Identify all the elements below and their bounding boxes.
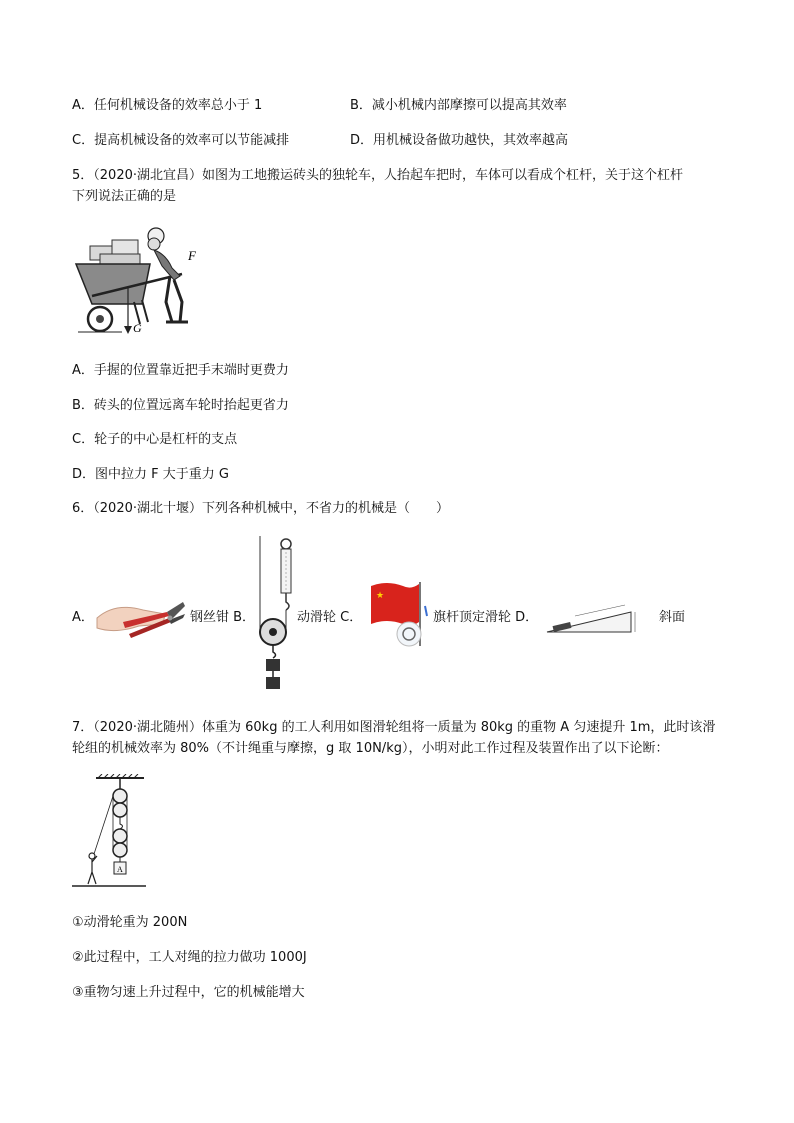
pliers-figure: [95, 588, 187, 646]
flag-pulley-figure: [367, 576, 431, 656]
worker-figure: [88, 856, 97, 884]
barrow-leg: [142, 300, 148, 322]
q5-option-c: C．轮子的中心是杠杆的支点: [72, 432, 238, 447]
pull-rope: [94, 796, 113, 854]
pulley-inset: [397, 622, 421, 646]
q6-label-c: 旗杆顶定滑轮 D．: [433, 610, 539, 625]
q6-label-b: 动滑轮 C．: [297, 610, 363, 625]
q4-option-b: B．减小机械内部摩擦可以提高其效率: [350, 98, 567, 113]
q5-stem-line2: 下列说法正确的是: [72, 189, 177, 204]
spring-scale: [281, 549, 291, 593]
q7-stem-line1: 7．（2020·湖北随州）体重为 60kg 的工人利用如图滑轮组将一质量为 80kg 的重物 A 匀速提升 1m，此时该滑: [72, 720, 716, 735]
q6-stem: 6．（2020·湖北十堰）下列各种机械中，不省力的机械是（ ）: [72, 501, 449, 516]
q5-option-b: B．砖头的位置远离车轮时抬起更省力: [72, 398, 289, 413]
wheelbarrow-figure: [70, 224, 205, 340]
worker-body: [154, 250, 180, 280]
q5-stem-line1: 5．（2020·湖北宜昌）如图为工地搬运砖头的独轮车，人抬起车把时，车体可以看成个杠杆，关于这个杠杆: [72, 168, 683, 183]
pulley-hook: [273, 645, 276, 658]
q7-statement-3: ③重物匀速上升过程中，它的机械能增大: [72, 985, 305, 1000]
movable-pulley-figure: [256, 536, 296, 694]
pulley-axle: [269, 628, 277, 636]
worker-head: [148, 238, 160, 250]
label-g: G: [133, 321, 142, 335]
link: [120, 817, 123, 829]
q4-option-a: A．任何机械设备的效率总小于 1: [72, 98, 263, 113]
fixed-pulley: [113, 789, 127, 803]
arrow: [425, 606, 427, 616]
label-a: A: [117, 865, 123, 874]
q4-option-c: C．提高机械设备的效率可以节能减排: [72, 133, 290, 148]
pliers-pivot: [168, 616, 173, 621]
q7-statement-2: ②此过程中，工人对绳的拉力做功 1000J: [72, 950, 307, 965]
weight: [266, 659, 280, 671]
q7-statement-1: ①动滑轮重为 200N: [72, 915, 188, 930]
pulley-system-figure: [70, 774, 150, 892]
incline-figure: [545, 602, 645, 636]
weight: [266, 677, 280, 689]
q5-option-a: A．手握的位置靠近把手末端时更费力: [72, 363, 289, 378]
q6-prefix-a: A．: [72, 610, 94, 625]
q4-option-d: D．用机械设备做功越快，其效率越高: [350, 133, 569, 148]
worker-legs: [166, 276, 182, 322]
scale-ring: [281, 539, 291, 549]
movable-pulley: [113, 843, 127, 857]
movable-pulley: [113, 829, 127, 843]
q7-stem-line2: 轮组的机械效率为 80%（不计绳重与摩擦，g 取 10N/kg），小明对此工作过程及装置作出了以下论断：: [72, 741, 669, 756]
q5-option-d: D．图中拉力 F 大于重力 G: [72, 467, 229, 482]
wheel-axle: [96, 315, 104, 323]
gravity-arrow-head: [124, 326, 132, 334]
flag-star-icon: ★: [376, 590, 385, 600]
worker-head: [89, 853, 95, 859]
scale-hook: [286, 593, 289, 610]
q6-label-d: 斜面: [659, 610, 686, 625]
q6-label-a: 钢丝钳 B．: [190, 610, 256, 625]
brick: [112, 240, 138, 254]
label-f: F: [188, 248, 196, 263]
length-marker: [575, 605, 625, 616]
fixed-pulley: [113, 803, 127, 817]
